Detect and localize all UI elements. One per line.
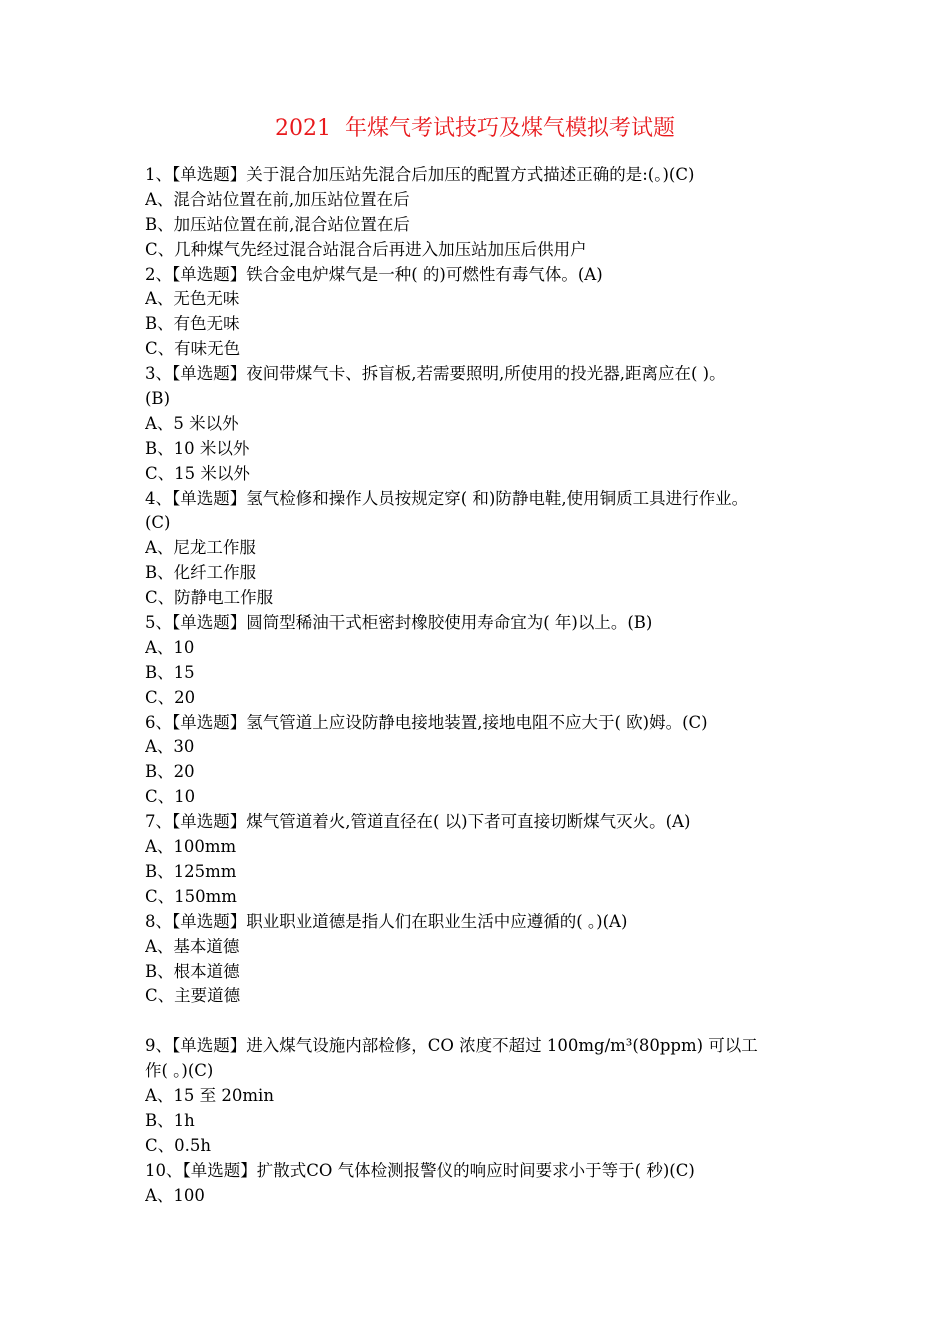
document-line: B、1h <box>145 1110 195 1130</box>
document-line: B、有色无味 <box>145 314 240 334</box>
document-line: A、5 米以外 <box>145 413 239 433</box>
document-line: A、30 <box>145 737 195 757</box>
document-line: C、0.5h <box>145 1135 211 1155</box>
document-line: C、有味无色 <box>145 339 241 359</box>
document-line: (C) <box>145 513 171 533</box>
document-line: A、15 至 20min <box>145 1085 274 1105</box>
document-line: B、加压站位置在前,混合站位置在后 <box>145 214 410 234</box>
document-line: A、100 <box>145 1185 205 1205</box>
document-line: B、15 <box>145 662 195 682</box>
document-line: 作( 。)(C) <box>145 1061 214 1081</box>
document-line: B、20 <box>145 762 195 782</box>
document-line: 3、【单选题】夜间带煤气卡、拆盲板,若需要照明,所使用的投光器,距离应在( )。 <box>145 364 726 384</box>
document-line: B、根本道德 <box>145 961 240 981</box>
document-line: A、10 <box>145 637 195 657</box>
document-line: 4、【单选题】氢气检修和操作人员按规定穿( 和)防静电鞋,使用铜质工具进行作业。 <box>145 488 749 508</box>
document-line: 10、【单选题】扩散式CO 气体检测报警仪的响应时间要求小于等于( 秒)(C) <box>145 1160 695 1180</box>
document-line: A、尼龙工作服 <box>145 538 256 558</box>
document-line: B、化纤工作服 <box>145 563 257 583</box>
document-line: C、15 米以外 <box>145 463 250 483</box>
document-title: 2021 年煤气考试技巧及煤气模拟考试题 <box>275 116 675 141</box>
document-line: A、100mm <box>145 837 237 857</box>
document-line: C、主要道德 <box>145 986 241 1006</box>
document-line: C、150mm <box>145 886 237 906</box>
document-line: A、无色无味 <box>145 289 240 309</box>
document-line: 5、【单选题】圆筒型稀油干式柜密封橡胶使用寿命宜为( 年)以上。(B) <box>145 613 653 633</box>
document-line: 7、【单选题】煤气管道着火,管道直径在( 以)下者可直接切断煤气灭火。(A) <box>145 812 691 832</box>
document-line: B、125mm <box>145 861 237 881</box>
document-line: A、基本道德 <box>145 936 240 956</box>
document-line: C、20 <box>145 687 196 707</box>
document-line: A、混合站位置在前,加压站位置在后 <box>145 189 410 209</box>
blank-line <box>145 1009 813 1034</box>
question-list <box>145 163 813 1208</box>
document-line: (B) <box>145 389 170 409</box>
document-line: 9、【单选题】进入煤气设施内部检修，CO 浓度不超过 100mg/m³(80ppm) 可以工 <box>145 1036 758 1056</box>
document-line: C、几种煤气先经过混合站混合后再进入加压站加压后供用户 <box>145 239 587 259</box>
document-line: 2、【单选题】铁合金电炉煤气是一种( 的)可燃性有毒气体。(A) <box>145 264 603 284</box>
document-line: 1、【单选题】关于混合加压站先混合后加压的配置方式描述正确的是:(。)(C) <box>145 165 695 184</box>
document-line: 6、【单选题】氢气管道上应设防静电接地装置,接地电阻不应大于( 欧)姆。(C) <box>145 712 708 732</box>
document-line: 8、【单选题】职业职业道德是指人们在职业生活中应遵循的( 。)(A) <box>145 911 628 931</box>
document-line: C、防静电工作服 <box>145 588 274 608</box>
document-line: B、10 米以外 <box>145 438 250 458</box>
document-line: C、10 <box>145 787 196 807</box>
